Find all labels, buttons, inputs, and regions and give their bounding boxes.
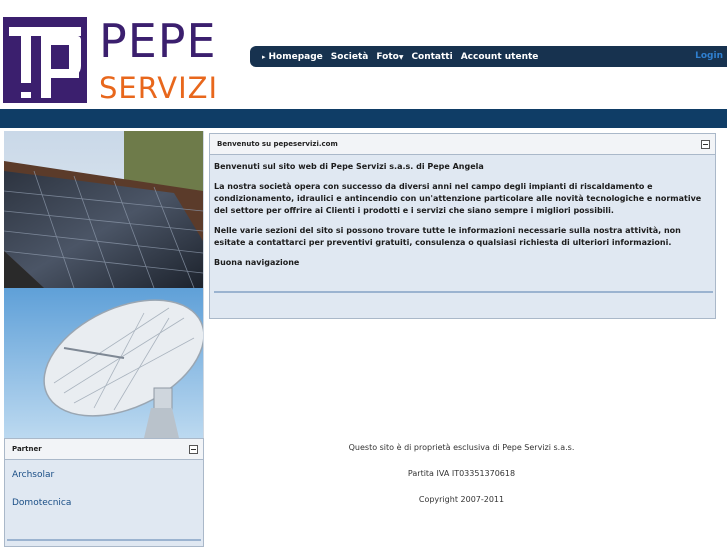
logo-mark-icon	[3, 17, 87, 103]
collapse-icon[interactable]	[701, 140, 710, 149]
nav-item-foto-label: Foto	[376, 51, 399, 62]
main-nav	[250, 46, 727, 67]
footer-vat: Partita IVA IT03351370618	[407, 469, 516, 478]
welcome-paragraph: Benvenuti sul sito web di Pepe Servizi s.a.s. di Pepe Angela	[214, 162, 484, 171]
welcome-text	[210, 155, 715, 269]
nav-item-societa[interactable]: Società	[330, 51, 369, 62]
panel-divider	[214, 291, 713, 293]
nav-item-account[interactable]: Account utente	[460, 51, 539, 62]
login-link[interactable]: Login	[695, 51, 723, 61]
solar-panels-image	[4, 131, 203, 288]
satellite-dish-image	[4, 288, 203, 438]
partner-link-domotecnica[interactable]: Domotecnica	[12, 498, 72, 508]
collapse-icon[interactable]	[189, 445, 198, 454]
welcome-paragraph: La nostra società opera con successo da diversi anni nel campo degli impianti di riscaldamento e condizionamento, idraulici e antincendio con un'attenzione particolare alle novità tecnologiche e normative del settore per offrire ai Clienti i prodotti e i servizi che siano sempre i migliori possibili.	[214, 182, 702, 215]
brand-subtitle: SERVIZI	[99, 71, 219, 105]
brand-name: PEPE	[99, 14, 217, 68]
nav-item-foto[interactable]	[376, 52, 403, 62]
welcome-panel	[209, 133, 716, 319]
nav-item-contatti[interactable]: Contatti	[411, 51, 453, 62]
nav-item-homepage[interactable]: Homepage	[268, 51, 323, 62]
header-divider-bar	[0, 109, 727, 128]
partner-panel-title: Partner	[12, 445, 42, 453]
nav-bullet-icon: ▸	[262, 52, 266, 61]
chevron-down-icon: ▼	[398, 53, 404, 61]
partner-panel	[4, 438, 204, 547]
partner-panel-header	[5, 439, 203, 460]
partner-link-archsolar[interactable]: Archsolar	[12, 470, 55, 480]
welcome-paragraph: Buona navigazione	[214, 258, 300, 267]
site-logo[interactable]	[3, 14, 239, 105]
footer-copyright: Copyright 2007-2011	[418, 495, 505, 504]
footer-ownership: Questo sito è di proprietà esclusiva di Pepe Servizi s.a.s.	[348, 443, 575, 452]
welcome-panel-title: Benvenuto su pepeservizi.com	[217, 140, 338, 148]
welcome-panel-header	[210, 134, 715, 155]
welcome-paragraph: Nelle varie sezioni del sito si possono trovare tutte le informazioni necessarie sulla nostra attività, non esitate a contattarci per preventivi gratuiti, consulenza o qualsiasi richiesta di ulteriori informazioni.	[214, 226, 681, 247]
panel-divider	[7, 539, 201, 541]
